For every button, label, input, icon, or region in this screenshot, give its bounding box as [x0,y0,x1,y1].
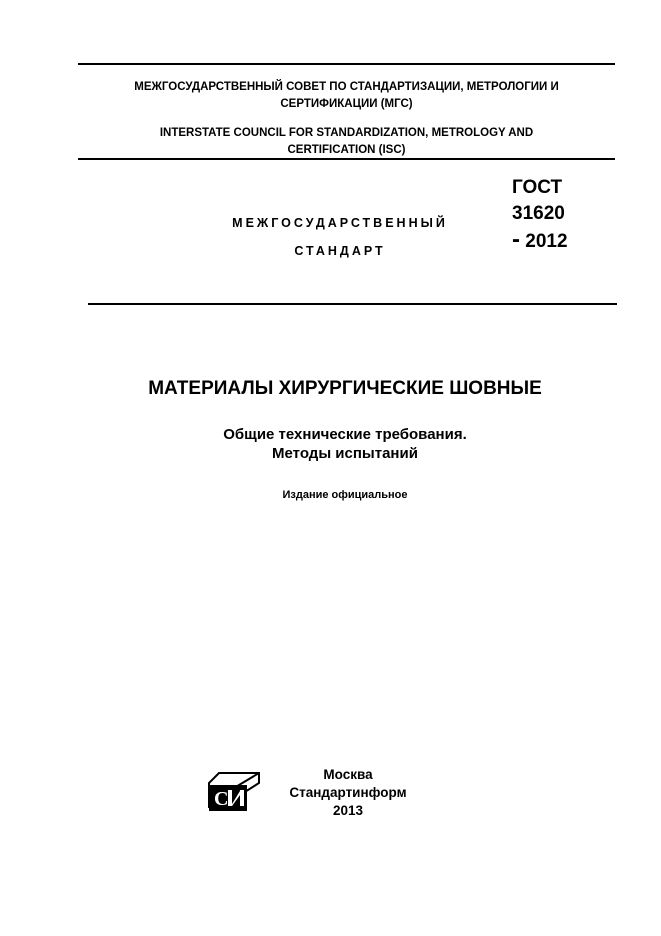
standard-dash: - [512,226,520,253]
standard-designation [512,175,568,255]
subtitle-line-2: Методы испытаний [272,445,418,462]
standard-year: 2012 [525,231,568,252]
top-divider [78,63,615,65]
edition-note: Издание официальное [282,489,408,501]
imprint-city: Москва [323,767,373,782]
standard-code: ГОСТ [512,177,563,198]
publication-imprint [268,766,428,820]
council-ru-line-1: МЕЖГОСУДАРСТВЕННЫЙ СОВЕТ ПО СТАНДАРТИЗАЦИИ, МЕТРОЛОГИИ И [134,81,559,93]
imprint-publisher: Стандартинформ [289,785,407,800]
standard-year-line [512,227,568,255]
standartinform-logo-icon [207,771,261,813]
imprint-year: 2013 [332,803,364,818]
standard-number: 31620 [512,203,565,224]
council-divider [78,158,615,160]
standard-type-label [200,209,480,265]
subtitle-line-1: Общие технические требования. [223,426,467,443]
standard-label-line-1: МЕЖГОСУДАРСТВЕННЫЙ [232,216,448,230]
council-en-line-1: INTERSTATE COUNCIL FOR STANDARDIZATION, METROLOGY AND [159,127,534,139]
standard-label-line-2: СТАНДАРТ [294,244,386,258]
council-name-english [78,125,615,159]
document-subtitle [60,425,630,463]
council-ru-line-2: СЕРТИФИКАЦИИ (МГС) [280,98,413,110]
svg-text:С: С [214,788,229,810]
document-title: МАТЕРИАЛЫ ХИРУРГИЧЕСКИЕ ШОВНЫЕ [148,378,542,399]
header-divider [88,303,617,305]
council-en-line-2: CERTIFICATION (ISC) [287,144,406,156]
council-name-russian [78,79,615,113]
